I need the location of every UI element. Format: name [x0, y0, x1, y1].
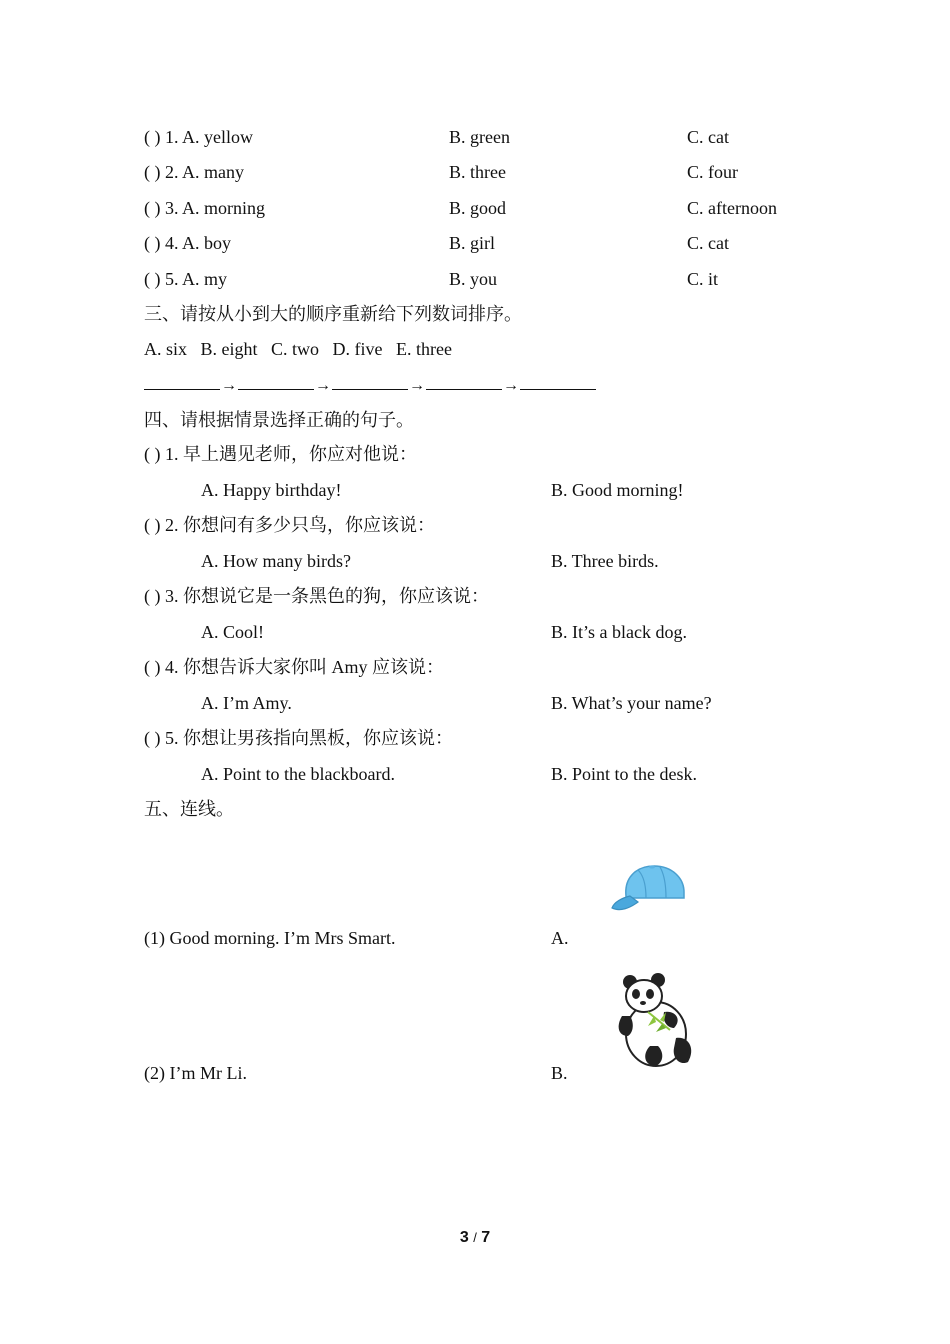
scenario-question-1: ( ) 1. 早上遇见老师，你应对他说： [144, 444, 417, 464]
choice-row-2 [144, 161, 244, 183]
arrow-icon: → [315, 377, 331, 394]
match-left-1: (1) Good morning. I’m Mrs Smart. [144, 928, 396, 948]
option-b: B. girl [449, 233, 496, 253]
choice-row-1 [144, 126, 253, 148]
option-b: B. It’s a black dog. [551, 622, 687, 642]
match-right-b: B. [551, 1063, 568, 1083]
answer-blank[interactable] [144, 375, 220, 390]
section-5-heading: 五、连线。 [144, 799, 234, 819]
choice-row-3 [144, 197, 265, 219]
panda-icon [614, 972, 696, 1070]
option-c: C. cat [687, 127, 729, 147]
section-3-heading: 三、请按从小到大的顺序重新给下列数词排序。 [144, 304, 522, 324]
section-4-heading: 四、请根据情景选择正确的句子。 [144, 410, 414, 430]
match-left-2: (2) I’m Mr Li. [144, 1063, 247, 1083]
scenario-question-5: ( ) 5. 你想让男孩指向黑板，你应该说： [144, 728, 453, 748]
option-b: B. green [449, 127, 510, 147]
option-c: C. four [687, 162, 738, 182]
match-right-a: A. [551, 928, 569, 948]
option-b: B. Point to the desk. [551, 764, 698, 784]
page-current: 3 [459, 1229, 469, 1246]
answer-blank[interactable] [520, 375, 596, 390]
number-options: A. six B. eight C. two D. five E. three [144, 339, 452, 359]
answer-blank[interactable] [426, 375, 502, 390]
option-a: A. I’m Amy. [201, 693, 292, 713]
arrow-icon: → [221, 377, 237, 394]
option-b: B. Good morning! [551, 480, 684, 500]
option-c: C. it [687, 269, 719, 289]
arrow-icon: → [503, 377, 519, 394]
scenario-question-2: ( ) 2. 你想问有多少只鸟，你应该说： [144, 515, 435, 535]
row-question: ( ) 2. A. many [144, 162, 244, 182]
scenario-question-3: ( ) 3. 你想说它是一条黑色的狗，你应该说： [144, 586, 489, 606]
option-c: C. cat [687, 233, 729, 253]
scenario-question-4: ( ) 4. 你想告诉大家你叫 Amy 应该说： [144, 657, 444, 677]
row-question: ( ) 1. A. yellow [144, 127, 253, 147]
option-a: A. Cool! [201, 622, 264, 642]
cap-icon [608, 862, 688, 916]
row-question: ( ) 4. A. boy [144, 233, 231, 253]
choice-row-5 [144, 268, 227, 290]
page-number [0, 1229, 950, 1247]
page-total: 7 [481, 1229, 491, 1246]
ordering-blanks [144, 373, 596, 397]
choice-row-4 [144, 232, 231, 254]
option-a: A. How many birds? [201, 551, 351, 571]
option-b: B. good [449, 198, 507, 218]
answer-blank[interactable] [332, 375, 408, 390]
option-b: B. three [449, 162, 506, 182]
page-separator: / [473, 1230, 477, 1245]
option-b: B. What’s your name? [551, 693, 712, 713]
answer-blank[interactable] [238, 375, 314, 390]
row-question: ( ) 5. A. my [144, 269, 227, 289]
option-a: A. Point to the blackboard. [201, 764, 395, 784]
option-b: B. you [449, 269, 498, 289]
option-a: A. Happy birthday! [201, 480, 342, 500]
option-b: B. Three birds. [551, 551, 659, 571]
option-c: C. afternoon [687, 198, 777, 218]
arrow-icon: → [409, 377, 425, 394]
row-question: ( ) 3. A. morning [144, 198, 265, 218]
